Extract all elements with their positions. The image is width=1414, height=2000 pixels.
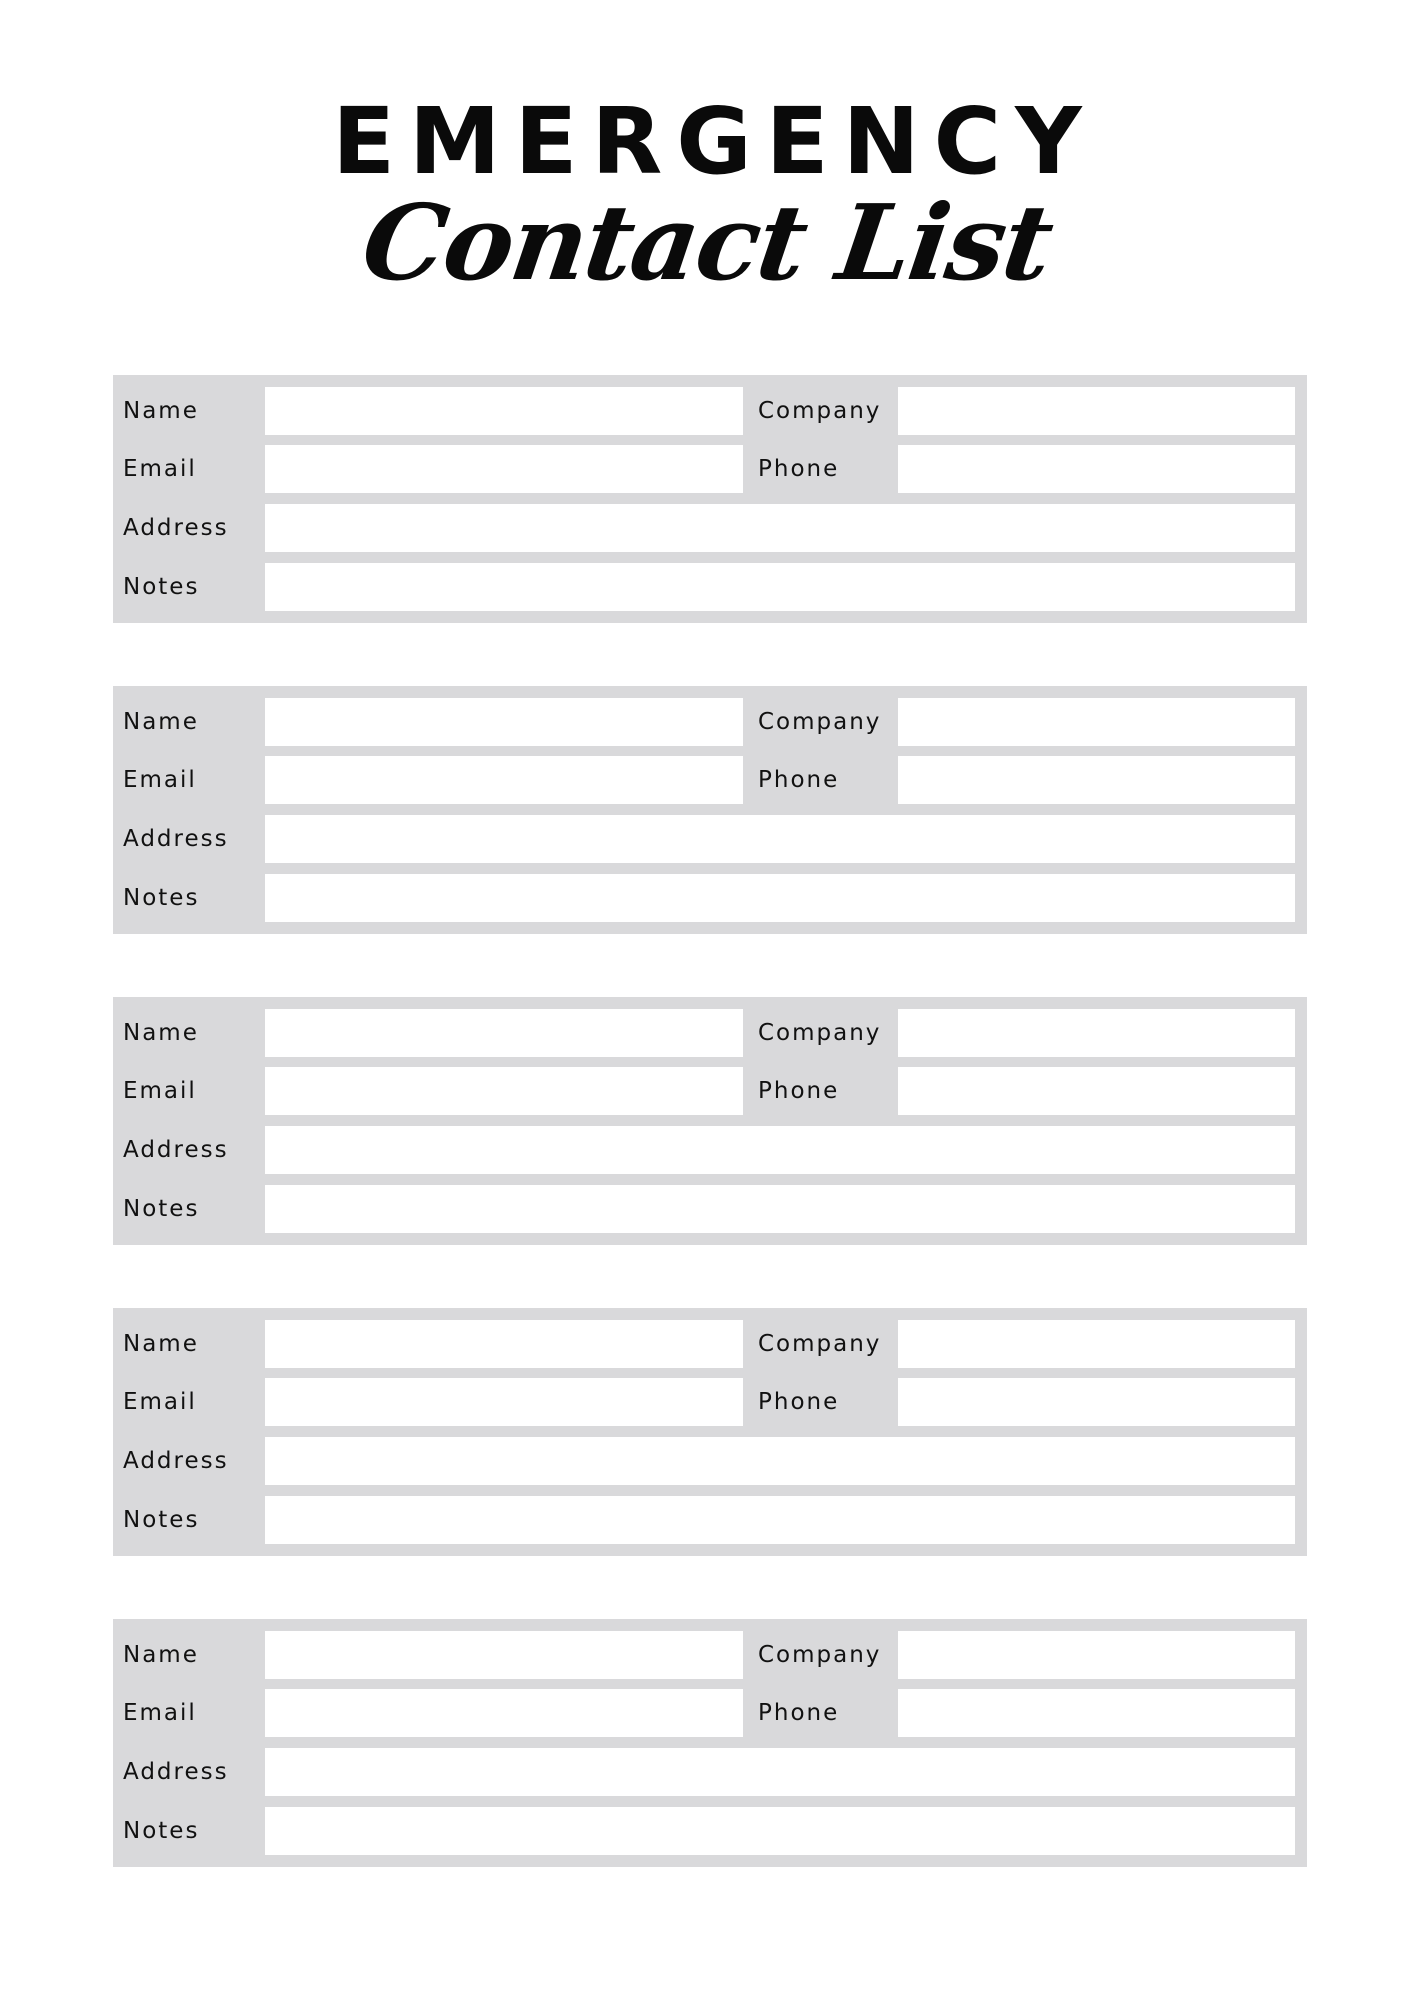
notes-label: Notes [123, 885, 200, 911]
phone-field[interactable] [898, 445, 1295, 493]
email-label: Email [123, 1700, 197, 1726]
name-company-row [113, 698, 1307, 746]
company-field[interactable] [898, 1631, 1295, 1679]
company-label: Company [758, 1642, 882, 1668]
notes-row [113, 874, 1307, 922]
notes-field[interactable] [265, 1185, 1295, 1233]
page-title: EMERGENCY [332, 88, 1096, 195]
contact-block [113, 1619, 1307, 1867]
notes-field[interactable] [265, 563, 1295, 611]
email-phone-row [113, 1067, 1307, 1115]
email-label: Email [123, 1078, 197, 1104]
notes-row [113, 563, 1307, 611]
email-field[interactable] [265, 1689, 743, 1737]
email-label: Email [123, 767, 197, 793]
notes-label: Notes [123, 574, 200, 600]
address-field[interactable] [265, 815, 1295, 863]
name-field[interactable] [265, 1009, 743, 1057]
phone-field[interactable] [898, 756, 1295, 804]
address-label: Address [123, 1137, 229, 1163]
address-label: Address [123, 1759, 229, 1785]
email-field[interactable] [265, 1067, 743, 1115]
address-label: Address [123, 826, 229, 852]
email-phone-row [113, 756, 1307, 804]
phone-label: Phone [758, 1389, 840, 1415]
notes-label: Notes [123, 1818, 200, 1844]
address-field[interactable] [265, 1126, 1295, 1174]
phone-label: Phone [758, 1078, 840, 1104]
company-field[interactable] [898, 698, 1295, 746]
phone-field[interactable] [898, 1689, 1295, 1737]
company-label: Company [758, 1020, 882, 1046]
contact-block [113, 1308, 1307, 1556]
contact-block [113, 375, 1307, 623]
address-row [113, 1748, 1307, 1796]
name-company-row [113, 1320, 1307, 1368]
phone-field[interactable] [898, 1378, 1295, 1426]
name-field[interactable] [265, 1320, 743, 1368]
email-phone-row [113, 445, 1307, 493]
name-field[interactable] [265, 698, 743, 746]
email-phone-row [113, 1689, 1307, 1737]
name-company-row [113, 387, 1307, 435]
name-label: Name [123, 709, 199, 735]
notes-row [113, 1496, 1307, 1544]
company-label: Company [758, 709, 882, 735]
company-label: Company [758, 1331, 882, 1357]
name-label: Name [123, 1020, 199, 1046]
email-field[interactable] [265, 756, 743, 804]
name-label: Name [123, 398, 199, 424]
phone-label: Phone [758, 767, 840, 793]
contact-block [113, 686, 1307, 934]
notes-row [113, 1807, 1307, 1855]
name-company-row [113, 1631, 1307, 1679]
company-label: Company [758, 398, 882, 424]
phone-label: Phone [758, 456, 840, 482]
address-label: Address [123, 515, 229, 541]
company-field[interactable] [898, 387, 1295, 435]
name-label: Name [123, 1331, 199, 1357]
phone-label: Phone [758, 1700, 840, 1726]
company-field[interactable] [898, 1320, 1295, 1368]
address-field[interactable] [265, 504, 1295, 552]
notes-row [113, 1185, 1307, 1233]
address-field[interactable] [265, 1437, 1295, 1485]
company-field[interactable] [898, 1009, 1295, 1057]
notes-field[interactable] [265, 874, 1295, 922]
address-field[interactable] [265, 1748, 1295, 1796]
email-label: Email [123, 1389, 197, 1415]
notes-label: Notes [123, 1507, 200, 1533]
email-label: Email [123, 456, 197, 482]
address-label: Address [123, 1448, 229, 1474]
notes-label: Notes [123, 1196, 200, 1222]
email-field[interactable] [265, 445, 743, 493]
name-company-row [113, 1009, 1307, 1057]
address-row [113, 504, 1307, 552]
address-row [113, 815, 1307, 863]
email-phone-row [113, 1378, 1307, 1426]
name-field[interactable] [265, 1631, 743, 1679]
notes-field[interactable] [265, 1496, 1295, 1544]
phone-field[interactable] [898, 1067, 1295, 1115]
address-row [113, 1126, 1307, 1174]
page-subtitle: Contact List [355, 181, 1059, 304]
email-field[interactable] [265, 1378, 743, 1426]
name-label: Name [123, 1642, 199, 1668]
notes-field[interactable] [265, 1807, 1295, 1855]
contact-block [113, 997, 1307, 1245]
name-field[interactable] [265, 387, 743, 435]
address-row [113, 1437, 1307, 1485]
